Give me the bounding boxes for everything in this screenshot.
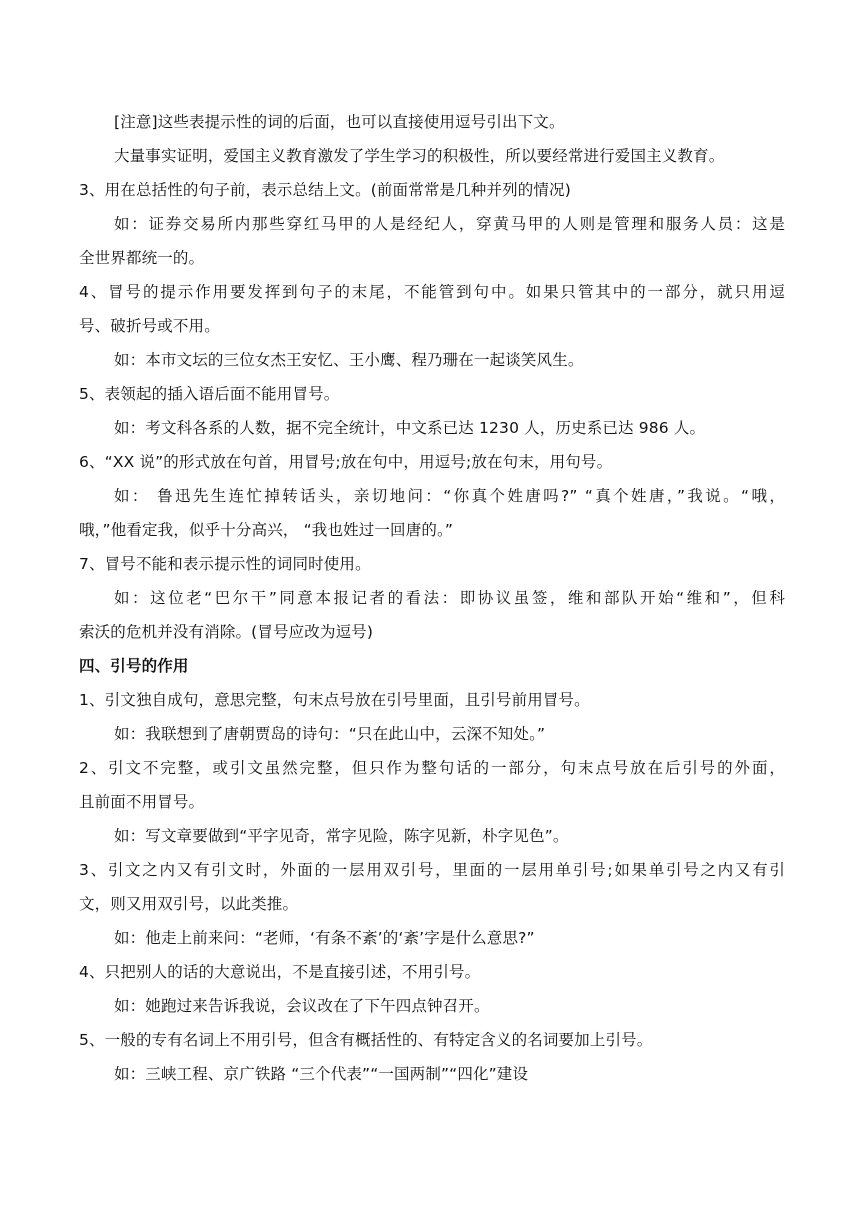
example-line-continued: 索沃的危机并没有消除。(冒号应改为逗号) [79,623,374,641]
example-line-continued: 哦，”他看定我，似乎十分高兴， “我也姓过一回唐的。” [79,521,454,539]
rule-5-heading: 5、表领起的插入语后面不能用冒号。 [79,385,340,403]
example-line: 如：写文章要做到“平字见奇，常字见险，陈字见新，朴字见色”。 [114,827,569,845]
example-line: 如：三峡工程、京广铁路 “三个代表”“一国两制”“四化”建设 [114,1065,529,1083]
note-line: [注意]这些表提示性的词的后面，也可以直接使用逗号引出下文。 [114,113,565,131]
rule-2-heading: 2、引文不完整，或引文虽然完整，但只作为整句话的一部分，句末点号放在后引号的外面， [79,759,785,777]
rule-5-heading: 5、一般的专有名词上不用引号，但含有概括性的、有特定含义的名词要加上引号。 [79,1031,653,1049]
rule-7-heading: 7、冒号不能和表示提示性的词同时使用。 [79,555,371,573]
rule-3-heading: 3、用在总括性的句子前，表示总结上文。(前面常常是几种并列的情况) [79,181,571,199]
document-body [79,105,785,1091]
rule-4-heading: 4、冒号的提示作用要发挥到句子的末尾，不能管到句中。如果只管其中的一部分，就只用逗 [79,283,785,301]
example-line: 如：我联想到了唐朝贾岛的诗句：“只在此山中，云深不知处。” [114,725,546,743]
example-line: 如：本市文坛的三位女杰王安忆、王小鹰、程乃珊在一起谈笑风生。 [114,351,584,369]
example-line: 如：考文科各系的人数，据不完全统计，中文系已达 1230 人，历史系已达 986 人。 [114,419,706,437]
rule-1-heading: 1、引文独自成句，意思完整，句末点号放在引号里面，且引号前用冒号。 [79,691,590,709]
rule-3-heading-continued: 文，则又用双引号，以此类推。 [79,895,299,913]
example-line: 如： 鲁迅先生连忙掉转话头，亲切地问：“你真个姓唐吗?” “真个姓唐，”我说。“哦， [114,487,785,505]
example-line: 如：证券交易所内那些穿红马甲的人是经纪人，穿黄马甲的人则是管理和服务人员：这是 [114,215,785,233]
rule-4-heading-continued: 号、破折号或不用。 [79,317,220,335]
rule-6-heading: 6、“XX 说”的形式放在句首，用冒号;放在句中，用逗号;放在句末，用句号。 [79,453,613,471]
example-line: 如：这位老“巴尔干”同意本报记者的看法：即协议虽签，维和部队开始“维和”，但科 [114,589,785,607]
rule-2-heading-continued: 且前面不用冒号。 [79,793,205,811]
rule-4-heading: 4、只把别人的话的大意说出，不是直接引述，不用引号。 [79,963,481,981]
section-heading-quotation-marks: 四、引号的作用 [79,657,189,675]
example-line-continued: 全世界都统一的。 [79,249,205,267]
rule-3-heading: 3、引文之内又有引文时，外面的一层用双引号，里面的一层用单引号;如果单引号之内又有引 [79,861,785,879]
example-line: 大量事实证明，爱国主义教育激发了学生学习的积极性，所以要经常进行爱国主义教育。 [114,147,725,165]
example-line: 如：他走上前来问：“老师，‘有条不紊’的‘紊’字是什么意思?” [114,929,535,947]
example-line: 如：她跑过来告诉我说，会议改在了下午四点钟召开。 [114,997,490,1015]
